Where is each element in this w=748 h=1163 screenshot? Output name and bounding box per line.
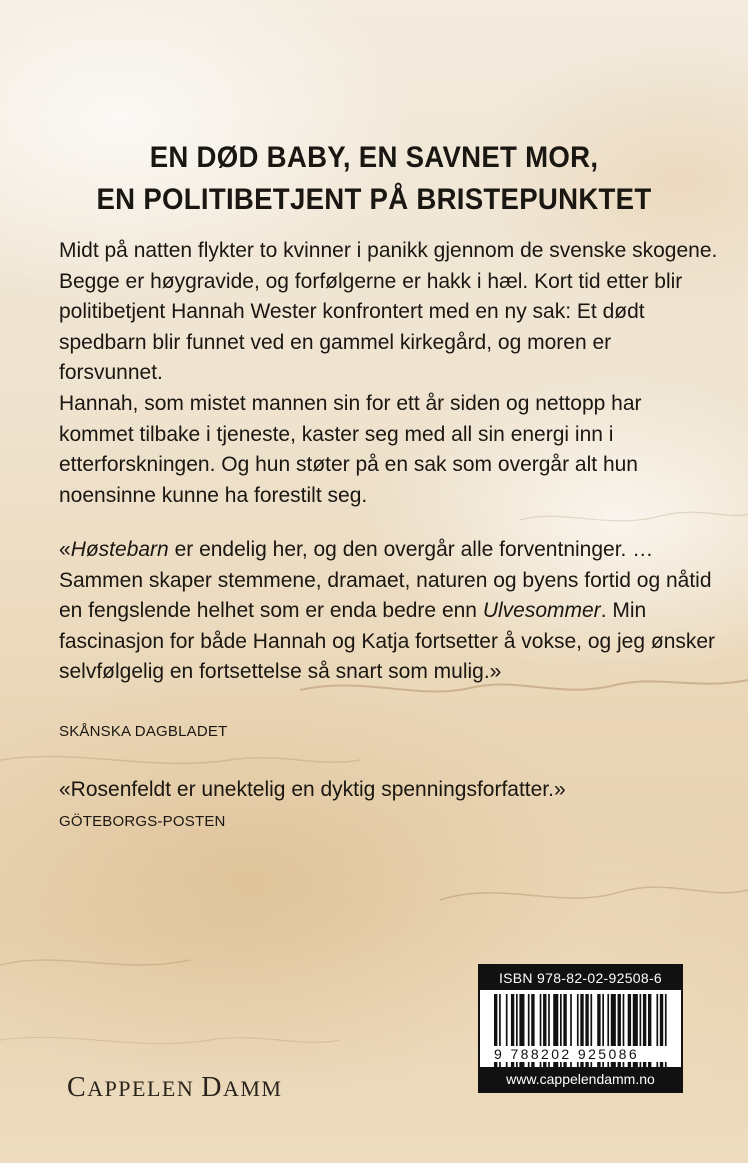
review-source-2: GÖTEBORGS-POSTEN bbox=[59, 813, 226, 830]
isbn-barcode-box bbox=[478, 964, 683, 1093]
headline bbox=[67, 137, 682, 221]
publisher-website: www.cappelendamm.no bbox=[480, 1067, 681, 1091]
book-title-hostebarn: Høstebarn bbox=[70, 538, 169, 561]
book-title-ulvesommer: Ulvesommer bbox=[482, 599, 601, 623]
quote-1-text-a: er endelig her, og den overgår alle forventninger. … Sammen skaper stemmene, dramaet, naturen og byens fortid og nåtid en fengslende helhet som er enda bedre enn bbox=[59, 538, 712, 623]
publisher-logo: CAPPELEN DAMM bbox=[67, 1072, 283, 1103]
headline-line-2: EN POLITIBETJENT PÅ BRISTEPUNKTET bbox=[96, 183, 652, 216]
review-source-1: SKÅNSKA DAGBLADET bbox=[59, 723, 228, 740]
quote-1-text-b: . Min fascinasjon for både Hannah og Katja fortsetter å vokse, og jeg ønsker selvfølgelig en fortsettelse så snart som mulig.» bbox=[59, 599, 716, 684]
quote-open-mark: « bbox=[59, 538, 71, 561]
barcode-digits: 9 788202 925086 bbox=[494, 1046, 670, 1062]
blurb bbox=[59, 236, 719, 511]
headline-line-1: EN DØD BABY, EN SAVNET MOR, bbox=[149, 141, 599, 174]
blurb-paragraph-1: Midt på natten flykter to kvinner i panikk gjennom de svenske skogene. Begge er høygravide, og forfølgerne er hakk i hæl. Kort tid etter blir politibetjent Hannah Wester konfrontert med en ny sak: Et dødt spedbarn blir funnet ved en gammel kirkegård, og moren er forsvunnet. bbox=[59, 239, 718, 385]
blurb-paragraph-2: Hannah, som mistet mannen sin for ett år siden og nettopp har kommet tilbake i tjeneste, kaster seg med all sin energi inn i etterforskningen. Og hun støter på en sak som overgår alt hun noensinne kunne ha forestilt seg. bbox=[59, 391, 642, 507]
review-quote-1 bbox=[59, 535, 729, 688]
review-quote-2: «Rosenfeldt er unektelig en dyktig spenningsforfatter.» bbox=[59, 778, 566, 801]
isbn-number: ISBN 978-82-02-92508-6 bbox=[480, 966, 681, 990]
